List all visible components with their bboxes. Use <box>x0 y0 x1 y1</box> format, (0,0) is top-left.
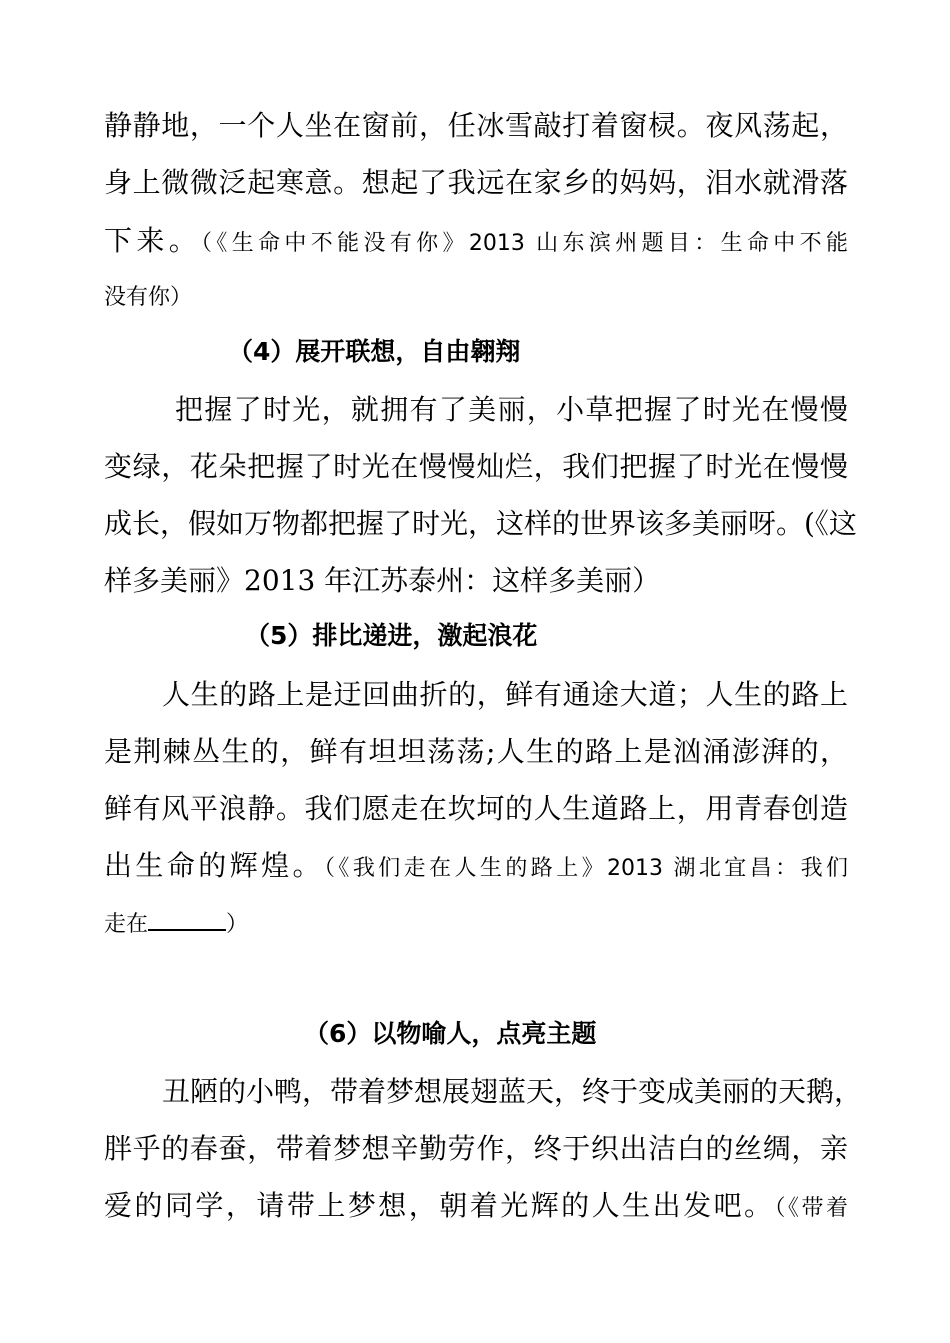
fill-in-blank-line <box>148 903 226 931</box>
paragraph-1-line-2: 身上微微泛起寒意。想起了我远在家乡的妈妈，泪水就滑落 <box>104 166 848 199</box>
paragraph-3-text-end: 出生命的辉煌。 <box>104 849 324 882</box>
paragraph-1-line-1: 静静地，一个人坐在窗前，任冰雪敲打着窗棂。夜风荡起， <box>104 109 848 142</box>
source-note-3-prefix: 走在 <box>104 912 149 937</box>
paragraph-3-line-1: 人生的路上是迂回曲折的，鲜有通途大道；人生的路上 <box>162 678 848 711</box>
section-heading-6: （6）以物喻人，点亮主题 <box>304 1019 597 1048</box>
paragraph-2-line-4: 样多美丽》2013 年江苏泰州：这样多美丽） <box>104 564 661 597</box>
section-heading-4: （4）展开联想，自由翱翔 <box>228 337 521 366</box>
paragraph-4-line-2: 胖乎的春蚕，带着梦想辛勤劳作，终于织出洁白的丝绸，亲 <box>104 1132 848 1165</box>
source-note-3-end <box>104 903 848 945</box>
paragraph-1-text-end: 下来。 <box>104 224 202 257</box>
paragraph-4-text-end: 爱的同学，请带上梦想，朝着光辉的人生出发吧。 <box>104 1189 775 1222</box>
paragraph-2-line-1: 把握了时光，就拥有了美丽，小草把握了时光在慢慢 <box>175 393 848 426</box>
paragraph-4-line-3 <box>104 1186 848 1229</box>
source-note-1-end: 没有你） <box>104 285 193 310</box>
source-note-4: （《带着 <box>774 1196 848 1221</box>
section-heading-5: （5）排比递进，激起浪花 <box>245 621 538 650</box>
paragraph-3-line-2: 是荆棘丛生的，鲜有坦坦荡荡;人生的路上是汹涌澎湃的， <box>104 735 848 768</box>
paragraph-3-line-3: 鲜有风平浪静。我们愿走在坎坷的人生道路上，用青春创造 <box>104 792 848 825</box>
source-note-3-close: ） <box>226 912 249 937</box>
paragraph-1-line-3 <box>104 221 848 264</box>
source-note-1: （《生命中不能没有你》2013 山东滨州题目：生命中不能 <box>201 231 848 256</box>
paragraph-2-line-3: 成长，假如万物都把握了时光，这样的世界该多美丽呀。(《这 <box>104 507 857 540</box>
source-note-3: （《我们走在人生的路上》2013 湖北宜昌：我们 <box>323 856 848 881</box>
paragraph-4-line-1: 丑陋的小鸭，带着梦想展翅蓝天，终于变成美丽的天鹅， <box>162 1075 863 1108</box>
paragraph-3-line-4 <box>104 846 848 889</box>
paragraph-2-line-2: 变绿，花朵把握了时光在慢慢灿烂，我们把握了时光在慢慢 <box>104 450 848 483</box>
